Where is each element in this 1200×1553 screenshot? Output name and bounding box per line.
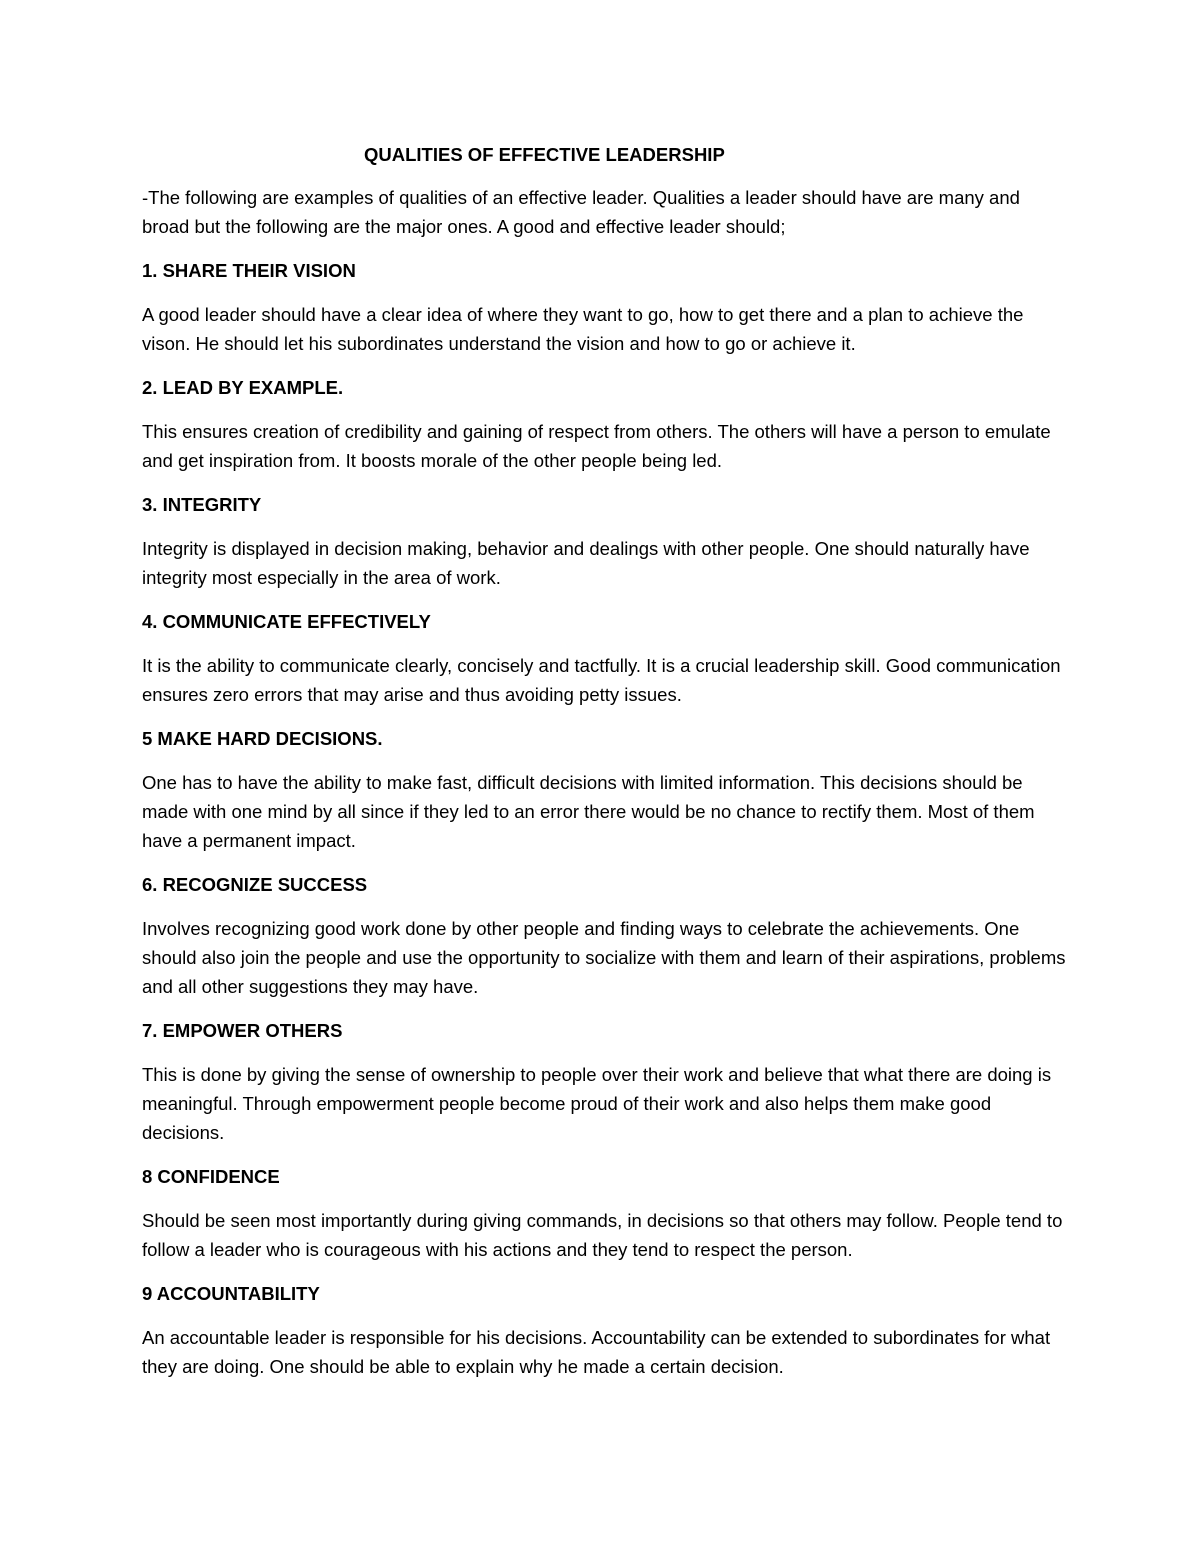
section-heading-share-vision: 1. SHARE THEIR VISION (142, 260, 356, 281)
section-heading-integrity: 3. INTEGRITY (142, 494, 262, 515)
section-heading-hard-decisions: 5 MAKE HARD DECISIONS. (142, 728, 383, 749)
intro-paragraph: -The following are examples of qualities of an effective leader. Qualities a leader should have are many and broad but the following are the major ones. A good and effective leader should; (142, 187, 1020, 237)
section-heading-recognize-success: 6. RECOGNIZE SUCCESS (142, 874, 368, 895)
section-heading-confidence: 8 CONFIDENCE (142, 1166, 280, 1187)
section-heading-communicate: 4. COMMUNICATE EFFECTIVELY (142, 611, 431, 632)
section-body-share-vision: A good leader should have a clear idea of where they want to go, how to get there and a plan to achieve the vison. He should let his subordinates understand the vision and how to go or achieve it. (142, 304, 1024, 354)
section-body-recognize-success: Involves recognizing good work done by other people and finding ways to celebrate the achievements. One should also join the people and use the opportunity to socialize with them and learn of their aspirations, problems and all other suggestions they may have. (142, 918, 1066, 997)
section-body-confidence: Should be seen most importantly during giving commands, in decisions so that others may follow. People tend to follow a leader who is courageous with his actions and they tend to respect the person. (142, 1210, 1063, 1260)
section-body-empower-others: This is done by giving the sense of ownership to people over their work and believe that what there are doing is meaningful. Through empowerment people become proud of their work and also helps them make good decisions. (142, 1064, 1052, 1143)
section-body-accountability: An accountable leader is responsible for his decisions. Accountability can be extended to subordinates for what they are doing. One should be able to explain why he made a certain decision. (142, 1327, 1051, 1377)
section-body-integrity: Integrity is displayed in decision making, behavior and dealings with other people. One should naturally have integrity most especially in the area of work. (142, 538, 1030, 588)
document-content (142, 140, 1067, 1396)
section-body-hard-decisions: One has to have the ability to make fast, difficult decisions with limited information. This decisions should be made with one mind by all since if they led to an error there would be no chance to rectify them. Most of them have a permanent impact. (142, 772, 1035, 851)
section-body-lead-by-example: This ensures creation of credibility and gaining of respect from others. The others will have a person to emulate and get inspiration from. It boosts morale of the other people being led. (142, 421, 1051, 471)
document-title: QUALITIES OF EFFECTIVE LEADERSHIP (364, 144, 725, 165)
section-heading-empower-others: 7. EMPOWER OTHERS (142, 1020, 343, 1041)
section-heading-lead-by-example: 2. LEAD BY EXAMPLE. (142, 377, 344, 398)
section-heading-accountability: 9 ACCOUNTABILITY (142, 1283, 320, 1304)
section-body-communicate: It is the ability to communicate clearly, concisely and tactfully. It is a crucial leadership skill. Good communication ensures zero errors that may arise and thus avoiding petty issues. (142, 655, 1061, 705)
